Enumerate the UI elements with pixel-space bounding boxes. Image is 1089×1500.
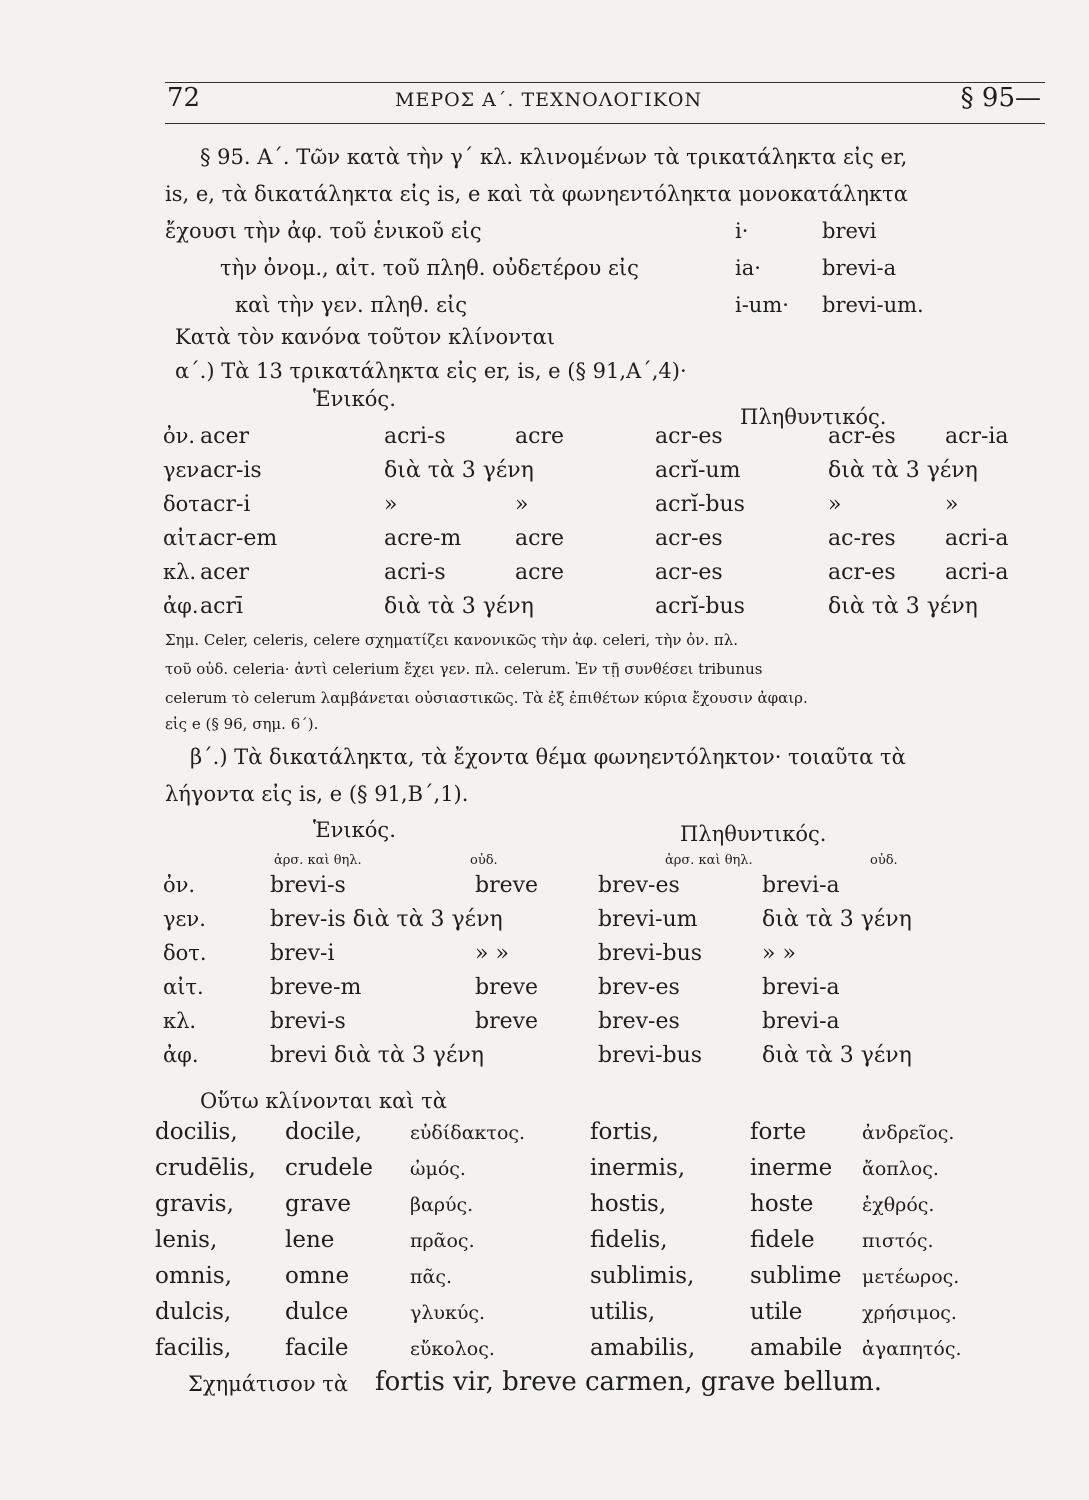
table-cell: acrī — [200, 594, 243, 619]
rule-2-greek: τὴν ὀνομ., αἰτ. τοῦ πληθ. οὐδετέρου εἰς — [220, 256, 639, 280]
case-label: κλ. — [163, 1009, 197, 1033]
list-item: fidele — [750, 1227, 815, 1253]
list-item: dulcis, — [155, 1299, 232, 1325]
list-item: docile, — [285, 1119, 363, 1145]
list-item: fortis, — [590, 1119, 660, 1145]
table-cell: acr-es — [655, 424, 723, 449]
case-label: ὀν. — [163, 873, 196, 897]
note-line-3: celerum τὸ celerum λαμβάνεται οὐσιαστικῶς. Τὰ ἐξ ἐπιθέτων κύρια ἔχουσιν ἀφαιρ. — [165, 689, 808, 707]
table-cell: acri-s — [384, 560, 446, 585]
table-cell: brevi-a — [762, 975, 840, 1000]
rule-2-example: brevi-a — [822, 256, 897, 280]
table-cell: brevi-bus — [598, 941, 703, 966]
case-label: γεν. — [163, 907, 206, 931]
list-item: fidelis, — [590, 1227, 668, 1253]
list-item: inerme — [750, 1155, 833, 1181]
table-cell: acri-a — [945, 560, 1009, 585]
part-a-singular-label: Ἑνικός. — [313, 387, 396, 411]
list-item: χρήσιμος. — [862, 1302, 957, 1324]
list-item: utile — [750, 1299, 803, 1325]
table-cell: » — [828, 492, 842, 517]
table-cell: brevi-s — [270, 1009, 346, 1034]
list-item: lenis, — [155, 1227, 218, 1253]
list-item: crudele — [285, 1155, 373, 1181]
table-cell: brev-i — [270, 941, 335, 966]
page-header — [165, 82, 1045, 124]
table-cell: acre-m — [384, 526, 462, 551]
table-cell: acrĭ-bus — [655, 492, 745, 517]
table-cell: acr-em — [200, 526, 278, 551]
list-item: crudēlis, — [155, 1155, 256, 1181]
subhead-masc-fem-pl: ἀρσ. καὶ θηλ. — [665, 853, 753, 868]
list-item: facilis, — [155, 1335, 232, 1361]
part-a-plural-label: Πληθυντικός. — [740, 405, 887, 429]
declined-like-label: Οὕτω κλίνονται καὶ τὰ — [200, 1089, 447, 1113]
list-item: amabile — [750, 1335, 843, 1361]
list-item: omnis, — [155, 1263, 232, 1289]
case-label: ὀν. — [163, 424, 196, 448]
list-item: πᾶς. — [410, 1266, 452, 1288]
table-cell: διὰ τὰ 3 γένη — [384, 458, 534, 483]
table-cell: brevi-a — [762, 1009, 840, 1034]
table-cell: brevi-bus — [598, 1043, 703, 1068]
table-cell: » — [515, 492, 529, 517]
list-item: utilis, — [590, 1299, 656, 1325]
note-line-2: τοῦ οὐδ. celeria· ἀντὶ celerium ἔχει γεν. πλ. celerum. Ἐν τῇ συνθέσει tribunus — [165, 660, 763, 678]
list-item: πιστός. — [862, 1230, 934, 1252]
table-cell: brev-es — [598, 873, 680, 898]
case-label: ἀφ. — [163, 1043, 199, 1067]
part-b-singular-label: Ἑνικός. — [313, 818, 396, 842]
table-cell: διὰ τὰ 3 γένη — [828, 594, 978, 619]
table-cell: διὰ τὰ 3 γένη — [762, 907, 912, 932]
case-label: αἰτ. — [163, 526, 204, 550]
note-line-4: εἰς e (§ 96, σημ. 6΄). — [165, 715, 319, 733]
intro-line-2: is, e, τὰ δικατάληκτα εἰς is, e καὶ τὰ φωνηεντόληκτα μονοκατάληκτα — [165, 182, 908, 206]
note-line-1: Σημ. Celer, celeris, celere σχηματίζει κανονικῶς τὴν ἀφ. celeri, τὴν ὀν. πλ. — [165, 631, 739, 649]
table-cell: acr-ia — [945, 424, 1009, 449]
list-item: sublimis, — [590, 1263, 695, 1289]
list-item: omne — [285, 1263, 350, 1289]
rule-1-greek: ἔχουσι τὴν ἀφ. τοῦ ἑνικοῦ εἰς — [165, 219, 482, 243]
list-item: ἀγαπητός. — [862, 1338, 962, 1360]
list-item: πρᾶος. — [410, 1230, 475, 1252]
case-label: δοτ. — [163, 492, 207, 516]
table-cell: διὰ τὰ 3 γένη — [384, 594, 534, 619]
table-cell: acre — [515, 526, 564, 551]
table-cell: acr-es — [655, 560, 723, 585]
rule-1-example: brevi — [822, 219, 877, 243]
list-item: μετέωρος. — [862, 1266, 960, 1288]
list-item: ὠμός. — [410, 1158, 466, 1180]
list-item: ἀνδρεῖος. — [862, 1122, 955, 1144]
table-cell: acer — [200, 424, 249, 449]
table-cell: breve — [475, 873, 539, 898]
subhead-masc-fem-sg: ἀρσ. καὶ θηλ. — [274, 853, 362, 868]
case-label: γεν. — [163, 458, 206, 482]
list-item: lene — [285, 1227, 335, 1253]
table-cell: acre — [515, 424, 564, 449]
table-cell: διὰ τὰ 3 γένη — [828, 458, 978, 483]
list-item: docilis, — [155, 1119, 238, 1145]
list-item: γλυκύς. — [410, 1302, 486, 1324]
rule-2-ending: ia· — [735, 256, 761, 280]
exercise-text: fortis vir, breve carmen, grave bellum. — [375, 1367, 883, 1397]
table-cell: acr-es — [828, 560, 896, 585]
part-b-title-1: β΄.) Τὰ δικατάληκτα, τὰ ἔχοντα θέμα φωνηεντόληκτον· τοιαῦτα τὰ — [190, 745, 906, 769]
table-cell: » — [384, 492, 398, 517]
table-cell: acrĭ-um — [655, 458, 741, 483]
list-item: hostis, — [590, 1191, 667, 1217]
table-cell: acr-i — [200, 492, 251, 517]
table-cell: acre — [515, 560, 564, 585]
exercise-label: Σχημάτισον τὰ — [188, 1372, 349, 1396]
table-cell: breve-m — [270, 975, 362, 1000]
intro-line-1: § 95. Α΄. Τῶν κατὰ τὴν γ΄ κλ. κλινομένων τὰ τρικατάληκτα εἰς er, — [200, 145, 908, 169]
table-cell: acr-es — [828, 424, 896, 449]
rule-3-ending: i-um· — [735, 293, 789, 317]
list-item: amabilis, — [590, 1335, 696, 1361]
rule-1-ending: i· — [735, 219, 749, 243]
part-b-title-2: λήγοντα εἰς is, e (§ 91,Β΄,1). — [165, 782, 469, 806]
table-cell: διὰ τὰ 3 γένη — [762, 1043, 912, 1068]
list-item: facile — [285, 1335, 349, 1361]
section-marker: § 95— — [960, 83, 1041, 113]
list-item: inermis, — [590, 1155, 686, 1181]
table-cell: brev-es — [598, 975, 680, 1000]
case-label: ἀφ. — [163, 594, 199, 618]
table-cell: » » — [475, 941, 509, 966]
list-item: dulce — [285, 1299, 349, 1325]
table-cell: acri-a — [945, 526, 1009, 551]
rule-3-example: brevi-um. — [822, 293, 924, 317]
part-b-plural-label: Πληθυντικός. — [680, 822, 827, 846]
list-item: forte — [750, 1119, 807, 1145]
case-label: κλ. — [163, 560, 197, 584]
part-a-title: α΄.) Τὰ 13 τρικατάληκτα εἰς er, is, e (§ 91,Α΄,4)· — [175, 359, 687, 383]
table-cell: brev-es — [598, 1009, 680, 1034]
table-cell: » » — [762, 941, 796, 966]
list-item: εὐδίδακτος. — [410, 1122, 526, 1144]
table-cell: ac-res — [828, 526, 896, 551]
table-cell: acr-is — [200, 458, 262, 483]
table-cell: brevi-a — [762, 873, 840, 898]
case-label: αἰτ. — [163, 975, 204, 999]
list-item: βαρύς. — [410, 1194, 474, 1216]
table-cell: brevi-s — [270, 873, 346, 898]
table-cell: brevi διὰ τὰ 3 γένη — [270, 1043, 484, 1068]
subhead-neut-sg: οὐδ. — [470, 853, 498, 868]
table-cell: acr-es — [655, 526, 723, 551]
running-title: ΜΕΡΟΣ Α΄. ΤΕΧΝΟΛΟΓΙΚΟΝ — [395, 89, 703, 111]
list-item: εὔκολος. — [410, 1338, 495, 1360]
list-item: sublime — [750, 1263, 842, 1289]
table-cell: breve — [475, 1009, 539, 1034]
table-cell: breve — [475, 975, 539, 1000]
page-number: 72 — [167, 83, 201, 113]
table-cell: » — [945, 492, 959, 517]
list-item: ἐχθρός. — [862, 1194, 935, 1216]
rule-3-greek: καὶ τὴν γεν. πληθ. εἰς — [235, 293, 467, 317]
table-cell: brevi-um — [598, 907, 698, 932]
table-cell: acer — [200, 560, 249, 585]
list-item: hoste — [750, 1191, 814, 1217]
list-item: grave — [285, 1191, 352, 1217]
list-item: ἄοπλος. — [862, 1158, 939, 1180]
case-label: δοτ. — [163, 941, 207, 965]
subhead-neut-pl: οὐδ. — [870, 853, 898, 868]
table-cell: acri-s — [384, 424, 446, 449]
table-cell: acrĭ-bus — [655, 594, 745, 619]
list-item: gravis, — [155, 1191, 234, 1217]
rule-line: Κατὰ τὸν κανόνα τοῦτον κλίνονται — [175, 325, 555, 349]
table-cell: brev-is διὰ τὰ 3 γένη — [270, 907, 503, 932]
